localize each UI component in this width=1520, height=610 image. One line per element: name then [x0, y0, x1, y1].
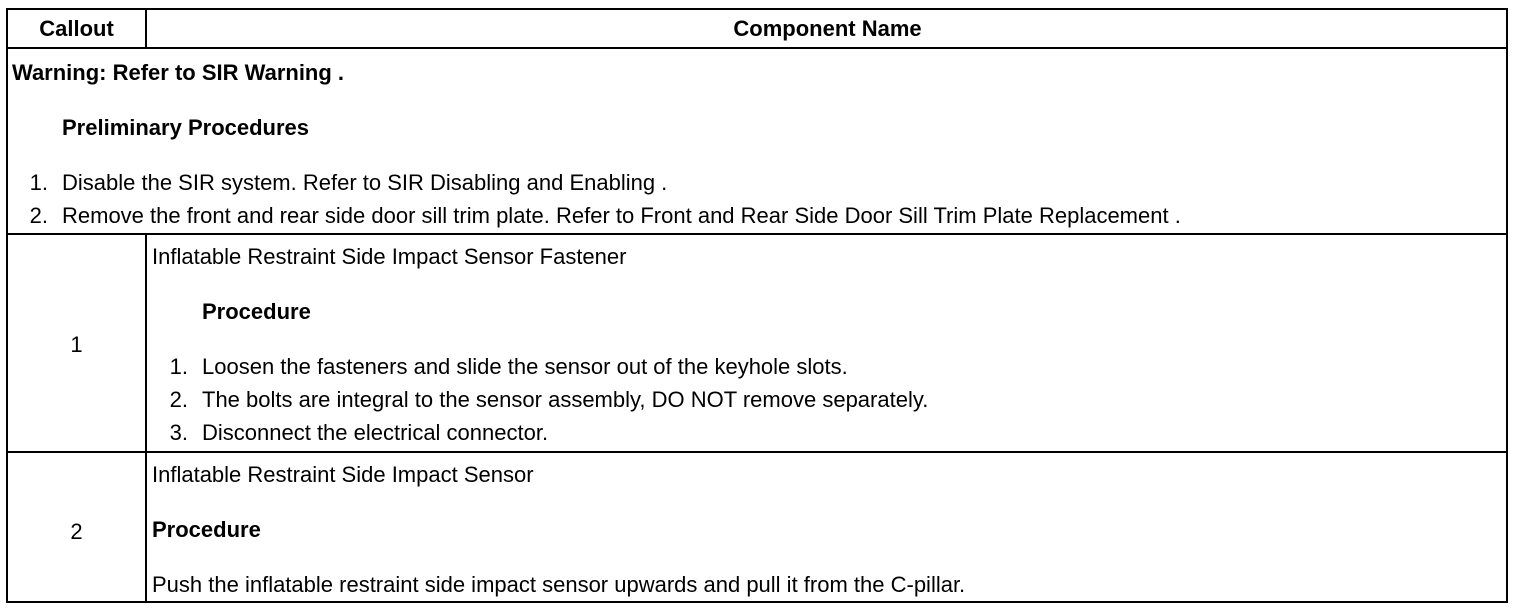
- component-name: Inflatable Restraint Side Impact Sensor: [152, 462, 534, 487]
- preamble-divider: [8, 233, 1506, 235]
- component-table: [6, 8, 1508, 603]
- procedure-step-text: The bolts are integral to the sensor assembly, DO NOT remove separately.: [202, 387, 929, 412]
- header-divider: [8, 47, 1506, 49]
- procedure-heading: Procedure: [202, 299, 311, 324]
- procedure-step-text: Disconnect the electrical connector.: [202, 420, 549, 445]
- preamble-step-number: 1.: [29, 170, 48, 195]
- preamble-step-number: 2.: [29, 203, 48, 228]
- column-divider-body: [145, 233, 147, 603]
- warning-text: Warning: Refer to SIR Warning .: [12, 60, 345, 85]
- component-name-column-header: Component Name: [733, 16, 922, 41]
- preamble-step-text: Disable the SIR system. Refer to SIR Disabling and Enabling .: [62, 170, 668, 195]
- callout-number: 2: [70, 519, 83, 544]
- callout-number: 1: [70, 332, 83, 357]
- procedure-heading: Procedure: [152, 517, 261, 542]
- preamble-step-text: Remove the front and rear side door sill trim plate. Refer to Front and Rear Side Door Sill Trim Plate Replacement .: [62, 203, 1181, 228]
- callout-column-header: Callout: [39, 16, 114, 41]
- component-name: Inflatable Restraint Side Impact Sensor Fastener: [152, 244, 627, 269]
- preliminary-procedures-heading: Preliminary Procedures: [62, 115, 310, 140]
- procedure-step-text: Loosen the fasteners and slide the sensor out of the keyhole slots.: [202, 354, 848, 379]
- procedure-text: Push the inflatable restraint side impact sensor upwards and pull it from the C-pillar.: [152, 572, 966, 597]
- procedure-step-number: 3.: [169, 420, 188, 445]
- procedure-step-number: 1.: [169, 354, 188, 379]
- procedure-step-number: 2.: [169, 387, 188, 412]
- row-divider: [8, 451, 1506, 453]
